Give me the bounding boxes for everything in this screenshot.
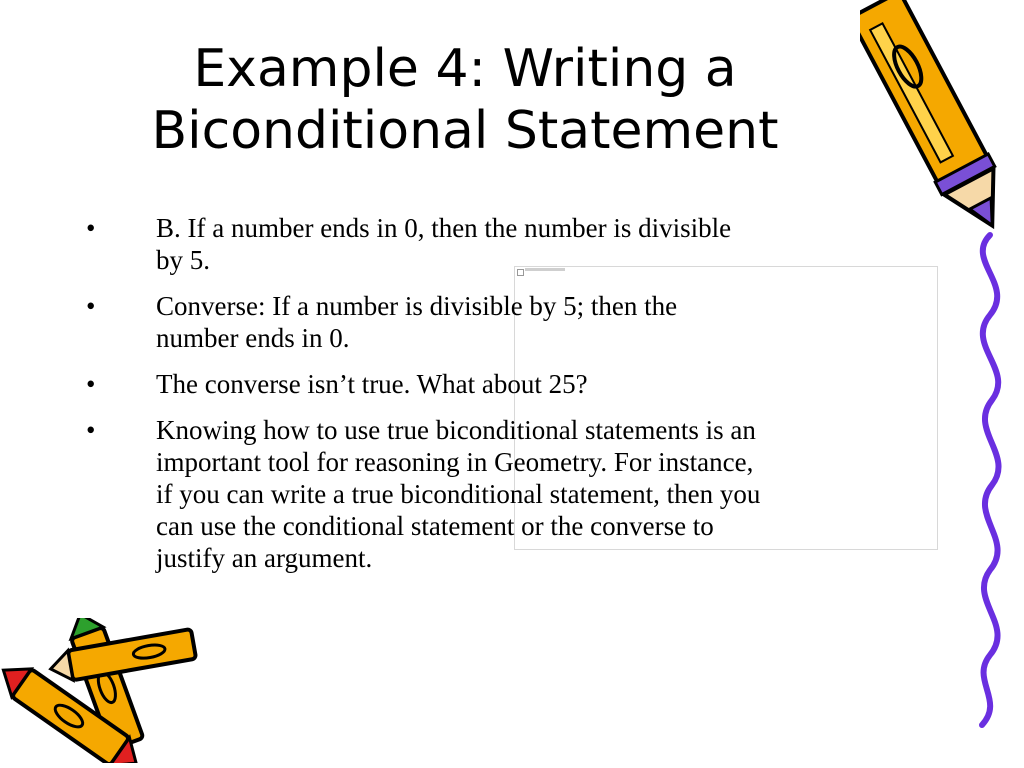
- bullet-text: B. If a number ends in 0, then the number is divisible: [156, 213, 732, 243]
- bullet-marker: •: [86, 369, 96, 399]
- list-item: [86, 212, 926, 276]
- bullet-text: number ends in 0.: [156, 323, 350, 353]
- list-item: [86, 290, 926, 354]
- squiggle-line-icon: [960, 230, 1024, 730]
- bullet-text: important tool for reasoning in Geometry. For instance,: [156, 447, 754, 477]
- page-title: [80, 38, 850, 162]
- title-line-1: Example 4: Writing a: [193, 39, 737, 99]
- bullet-text: if you can write a true biconditional statement, then you: [156, 479, 761, 509]
- bullet-text: Converse: If a number is divisible by 5; then the: [156, 291, 678, 321]
- bullet-marker: •: [86, 291, 96, 321]
- bullet-text: The converse isn’t true. What about 25?: [156, 369, 588, 399]
- bullet-text: by 5.: [156, 245, 210, 275]
- title-line-2: Biconditional Statement: [151, 101, 779, 161]
- list-item: [86, 368, 926, 400]
- crayons-icon: [0, 618, 210, 763]
- bullet-text: justify an argument.: [156, 543, 373, 573]
- bullet-text: Knowing how to use true biconditional statements is an: [156, 415, 756, 445]
- bullet-marker: •: [86, 213, 96, 243]
- bullet-list: [86, 212, 926, 588]
- list-item: [86, 414, 926, 574]
- bullet-text: can use the conditional statement or the converse to: [156, 511, 714, 541]
- bullet-marker: •: [86, 415, 96, 445]
- pencil-icon: [860, 0, 1010, 245]
